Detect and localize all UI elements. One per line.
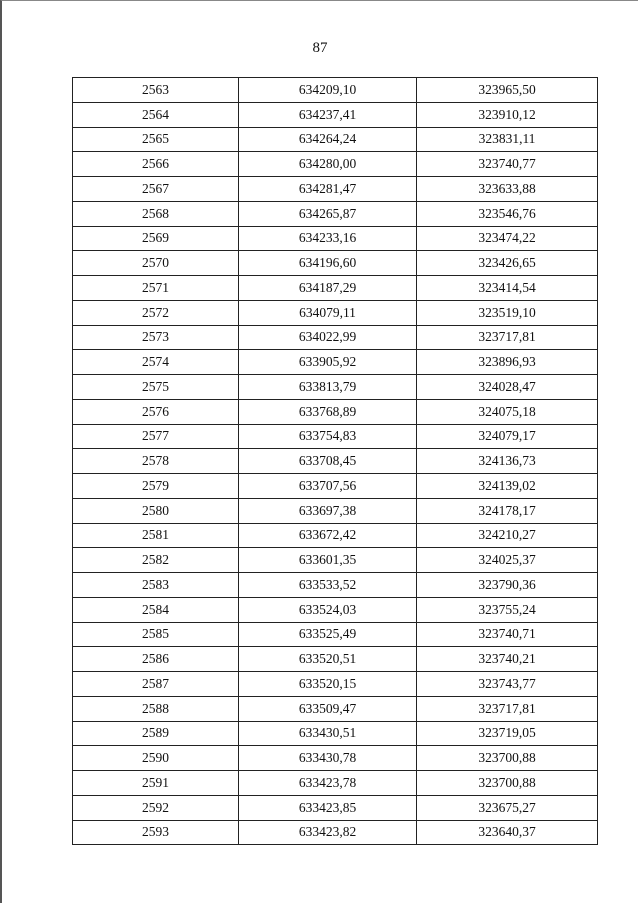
y-coordinate-cell: 323743,77 xyxy=(417,672,598,697)
point-number-cell: 2588 xyxy=(73,696,239,721)
y-coordinate-cell: 323426,65 xyxy=(417,251,598,276)
y-coordinate-cell: 323755,24 xyxy=(417,597,598,622)
y-coordinate-cell: 324079,17 xyxy=(417,424,598,449)
y-coordinate-cell: 323519,10 xyxy=(417,300,598,325)
point-number-cell: 2571 xyxy=(73,276,239,301)
x-coordinate-cell: 633520,51 xyxy=(239,647,417,672)
x-coordinate-cell: 634237,41 xyxy=(239,102,417,127)
point-number-cell: 2593 xyxy=(73,820,239,845)
x-coordinate-cell: 633707,56 xyxy=(239,474,417,499)
coordinates-table xyxy=(72,77,598,845)
table-row xyxy=(73,152,598,177)
y-coordinate-cell: 323910,12 xyxy=(417,102,598,127)
x-coordinate-cell: 633672,42 xyxy=(239,523,417,548)
x-coordinate-cell: 633423,82 xyxy=(239,820,417,845)
table-row xyxy=(73,498,598,523)
y-coordinate-cell: 324139,02 xyxy=(417,474,598,499)
point-number-cell: 2576 xyxy=(73,399,239,424)
table-row xyxy=(73,449,598,474)
x-coordinate-cell: 633423,85 xyxy=(239,795,417,820)
table-row xyxy=(73,597,598,622)
x-coordinate-cell: 633601,35 xyxy=(239,548,417,573)
y-coordinate-cell: 324075,18 xyxy=(417,399,598,424)
table-row xyxy=(73,78,598,103)
table-row xyxy=(73,523,598,548)
point-number-cell: 2590 xyxy=(73,746,239,771)
point-number-cell: 2574 xyxy=(73,350,239,375)
y-coordinate-cell: 323717,81 xyxy=(417,696,598,721)
y-coordinate-cell: 323700,88 xyxy=(417,771,598,796)
point-number-cell: 2577 xyxy=(73,424,239,449)
table-row xyxy=(73,226,598,251)
y-coordinate-cell: 324136,73 xyxy=(417,449,598,474)
table-row xyxy=(73,573,598,598)
x-coordinate-cell: 633430,51 xyxy=(239,721,417,746)
y-coordinate-cell: 323414,54 xyxy=(417,276,598,301)
x-coordinate-cell: 634187,29 xyxy=(239,276,417,301)
x-coordinate-cell: 633768,89 xyxy=(239,399,417,424)
table-row xyxy=(73,647,598,672)
table-row xyxy=(73,771,598,796)
point-number-cell: 2575 xyxy=(73,375,239,400)
x-coordinate-cell: 633813,79 xyxy=(239,375,417,400)
x-coordinate-cell: 633509,47 xyxy=(239,696,417,721)
y-coordinate-cell: 323719,05 xyxy=(417,721,598,746)
x-coordinate-cell: 633520,15 xyxy=(239,672,417,697)
table-row xyxy=(73,672,598,697)
point-number-cell: 2565 xyxy=(73,127,239,152)
x-coordinate-cell: 633697,38 xyxy=(239,498,417,523)
table-row xyxy=(73,424,598,449)
point-number-cell: 2578 xyxy=(73,449,239,474)
y-coordinate-cell: 323740,71 xyxy=(417,622,598,647)
table-row xyxy=(73,820,598,845)
x-coordinate-cell: 634196,60 xyxy=(239,251,417,276)
table-row xyxy=(73,696,598,721)
x-coordinate-cell: 634209,10 xyxy=(239,78,417,103)
table-row xyxy=(73,474,598,499)
point-number-cell: 2581 xyxy=(73,523,239,548)
y-coordinate-cell: 323831,11 xyxy=(417,127,598,152)
x-coordinate-cell: 634265,87 xyxy=(239,201,417,226)
point-number-cell: 2583 xyxy=(73,573,239,598)
table-row xyxy=(73,548,598,573)
table-row xyxy=(73,325,598,350)
x-coordinate-cell: 634264,24 xyxy=(239,127,417,152)
point-number-cell: 2570 xyxy=(73,251,239,276)
point-number-cell: 2563 xyxy=(73,78,239,103)
coordinates-table-body xyxy=(73,78,598,845)
x-coordinate-cell: 634233,16 xyxy=(239,226,417,251)
table-row xyxy=(73,375,598,400)
table-row xyxy=(73,795,598,820)
y-coordinate-cell: 323675,27 xyxy=(417,795,598,820)
table-row xyxy=(73,177,598,202)
x-coordinate-cell: 633525,49 xyxy=(239,622,417,647)
table-row xyxy=(73,721,598,746)
x-coordinate-cell: 633754,83 xyxy=(239,424,417,449)
y-coordinate-cell: 323546,76 xyxy=(417,201,598,226)
table-row xyxy=(73,251,598,276)
point-number-cell: 2580 xyxy=(73,498,239,523)
y-coordinate-cell: 323896,93 xyxy=(417,350,598,375)
table-row xyxy=(73,300,598,325)
x-coordinate-cell: 633430,78 xyxy=(239,746,417,771)
point-number-cell: 2572 xyxy=(73,300,239,325)
table-row xyxy=(73,201,598,226)
y-coordinate-cell: 323740,21 xyxy=(417,647,598,672)
y-coordinate-cell: 324028,47 xyxy=(417,375,598,400)
point-number-cell: 2589 xyxy=(73,721,239,746)
y-coordinate-cell: 324178,17 xyxy=(417,498,598,523)
x-coordinate-cell: 634079,11 xyxy=(239,300,417,325)
y-coordinate-cell: 323700,88 xyxy=(417,746,598,771)
point-number-cell: 2569 xyxy=(73,226,239,251)
point-number-cell: 2567 xyxy=(73,177,239,202)
table-row xyxy=(73,276,598,301)
x-coordinate-cell: 633905,92 xyxy=(239,350,417,375)
x-coordinate-cell: 634280,00 xyxy=(239,152,417,177)
table-row xyxy=(73,399,598,424)
x-coordinate-cell: 633533,52 xyxy=(239,573,417,598)
point-number-cell: 2592 xyxy=(73,795,239,820)
x-coordinate-cell: 633708,45 xyxy=(239,449,417,474)
point-number-cell: 2566 xyxy=(73,152,239,177)
y-coordinate-cell: 323740,77 xyxy=(417,152,598,177)
table-row xyxy=(73,622,598,647)
y-coordinate-cell: 323640,37 xyxy=(417,820,598,845)
x-coordinate-cell: 634281,47 xyxy=(239,177,417,202)
y-coordinate-cell: 323965,50 xyxy=(417,78,598,103)
table-row xyxy=(73,127,598,152)
point-number-cell: 2568 xyxy=(73,201,239,226)
y-coordinate-cell: 323633,88 xyxy=(417,177,598,202)
table-row xyxy=(73,350,598,375)
point-number-cell: 2564 xyxy=(73,102,239,127)
table-row xyxy=(73,102,598,127)
x-coordinate-cell: 634022,99 xyxy=(239,325,417,350)
point-number-cell: 2579 xyxy=(73,474,239,499)
y-coordinate-cell: 323790,36 xyxy=(417,573,598,598)
point-number-cell: 2591 xyxy=(73,771,239,796)
x-coordinate-cell: 633423,78 xyxy=(239,771,417,796)
y-coordinate-cell: 323474,22 xyxy=(417,226,598,251)
point-number-cell: 2585 xyxy=(73,622,239,647)
point-number-cell: 2584 xyxy=(73,597,239,622)
point-number-cell: 2587 xyxy=(73,672,239,697)
point-number-cell: 2586 xyxy=(73,647,239,672)
y-coordinate-cell: 324210,27 xyxy=(417,523,598,548)
x-coordinate-cell: 633524,03 xyxy=(239,597,417,622)
y-coordinate-cell: 323717,81 xyxy=(417,325,598,350)
point-number-cell: 2582 xyxy=(73,548,239,573)
table-row xyxy=(73,746,598,771)
page-number: 87 xyxy=(312,40,328,56)
y-coordinate-cell: 324025,37 xyxy=(417,548,598,573)
point-number-cell: 2573 xyxy=(73,325,239,350)
